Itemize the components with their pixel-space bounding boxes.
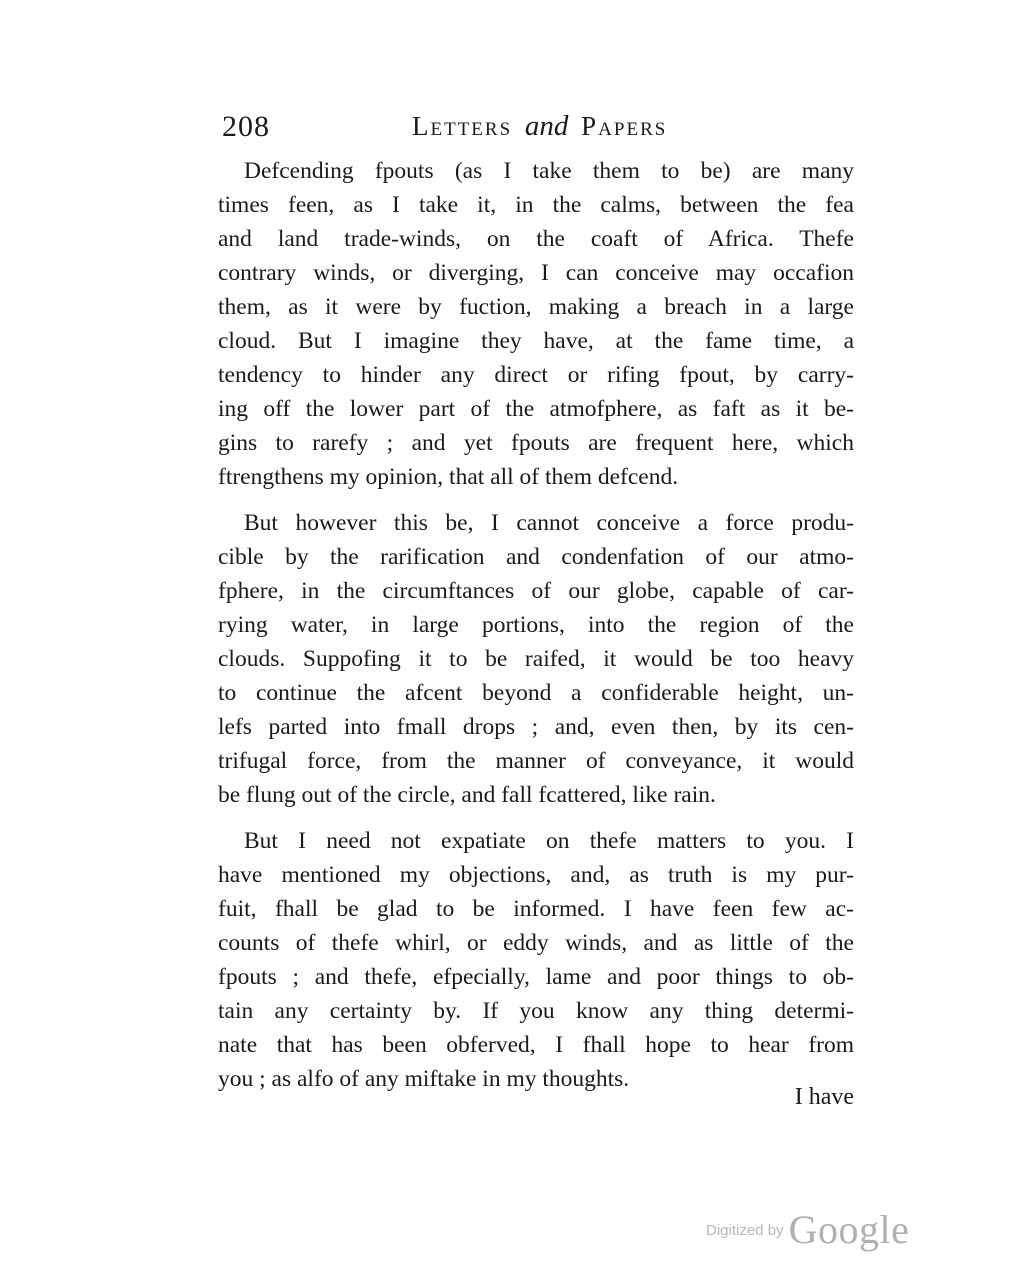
text-line: nate that has been obferved, I fhall hope to hear from — [218, 1032, 854, 1058]
running-head-word-2: and — [524, 110, 569, 142]
text-line: tendency to hinder any direct or rifing fpout, by carry- — [218, 362, 854, 388]
text-line: trifugal force, from the manner of conveyance, it would — [218, 748, 854, 774]
text-line: clouds. Suppofing it to be raifed, it would be too heavy — [218, 646, 854, 672]
text-line: fpouts ; and thefe, efpecially, lame and poor things to ob- — [218, 964, 854, 990]
text-line: tain any certainty by. If you know any thing determi- — [218, 998, 854, 1024]
text-line: cloud. But I imagine they have, at the fame time, a — [218, 328, 854, 354]
text-line: But however this be, I cannot conceive a force produ- — [244, 510, 854, 536]
text-line: you ; as alfo of any miftake in my thoughts. — [218, 1066, 630, 1092]
text-line: fphere, in the circumftances of our globe, capable of car- — [218, 578, 854, 604]
paragraph-1 — [218, 154, 854, 494]
page-number: 208 — [222, 110, 270, 143]
text-line: times feen, as I take it, in the calms, between the fea — [218, 192, 854, 218]
text-line: counts of thefe whirl, or eddy winds, and as little of the — [218, 930, 854, 956]
body-text — [218, 154, 854, 1108]
text-line: lefs parted into fmall drops ; and, even then, by its cen- — [218, 714, 854, 740]
text-line: contrary winds, or diverging, I can conceive may occafion — [218, 260, 854, 286]
google-logo: Google — [788, 1207, 910, 1252]
text-line: to continue the afcent beyond a confiderable height, un- — [218, 680, 854, 706]
text-line: and land trade-winds, on the coaft of Africa. Thefe — [218, 226, 854, 252]
text-line: But I need not expatiate on thefe matters to you. I — [244, 828, 854, 854]
page-header — [222, 110, 852, 150]
text-line: fuit, fhall be glad to be informed. I have feen few ac- — [218, 896, 854, 922]
text-line: have mentioned my objections, and, as truth is my pur- — [218, 862, 854, 888]
text-line: gins to rarefy ; and yet fpouts are frequent here, which — [218, 430, 854, 456]
text-line: ing off the lower part of the atmofphere, as faft as it be- — [218, 396, 854, 422]
text-line: ftrengthens my opinion, that all of them defcend. — [218, 464, 679, 490]
running-head-word-3: Papers — [581, 111, 668, 141]
digitized-by-label: Digitized by — [706, 1222, 784, 1239]
text-line: be flung out of the circle, and fall fcattered, like rain. — [218, 782, 716, 808]
digitized-watermark — [706, 1206, 909, 1266]
text-line: rying water, in large portions, into the region of the — [218, 612, 854, 638]
paragraph-2 — [218, 506, 854, 812]
running-head — [412, 110, 667, 143]
catchword: I have — [794, 1084, 854, 1110]
paragraph-3 — [218, 824, 854, 1096]
text-line: Defcending fpouts (as I take them to be) are many — [244, 158, 854, 184]
text-line: cible by the rarification and condenfation of our atmo- — [218, 544, 854, 570]
running-head-word-1: Letters — [412, 111, 513, 141]
text-line: them, as it were by fuction, making a breach in a large — [218, 294, 854, 320]
